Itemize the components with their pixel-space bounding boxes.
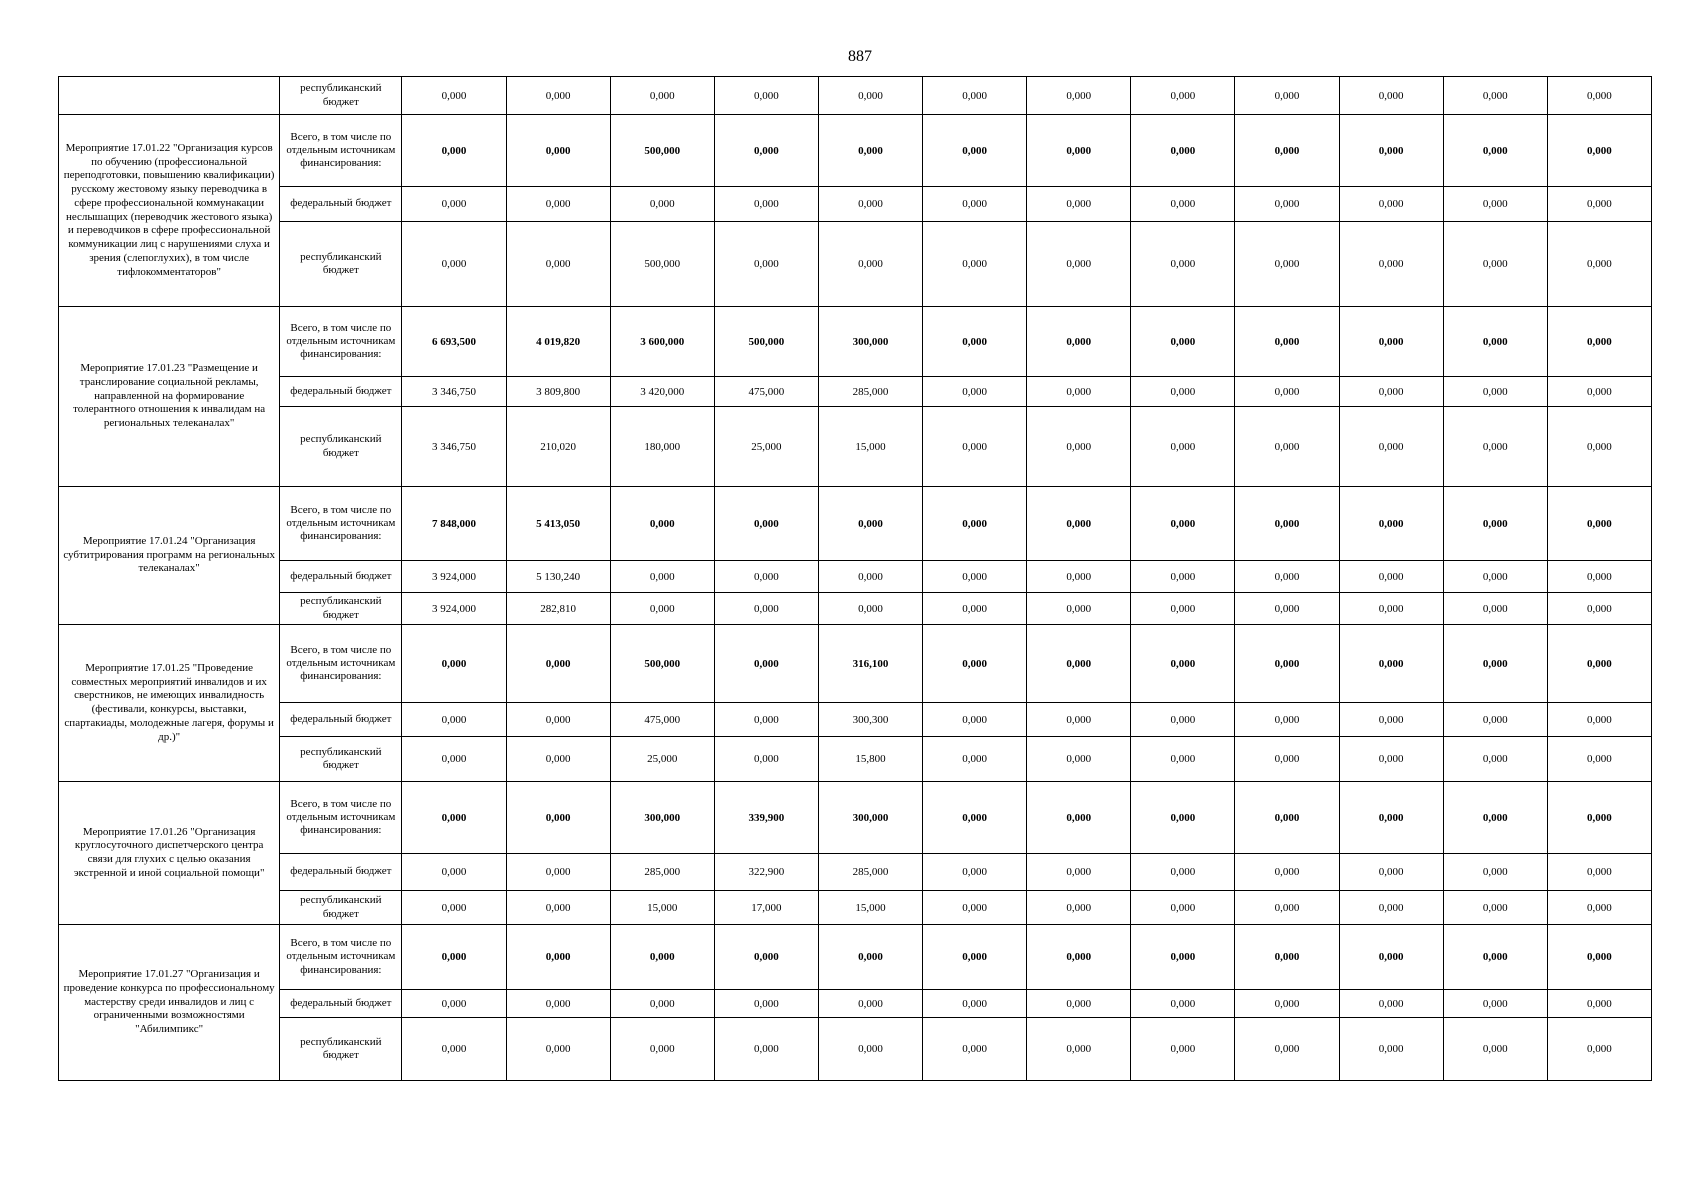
amount-cell: 0,000 (402, 925, 506, 990)
amount-cell: 3 420,000 (610, 377, 714, 407)
amount-cell: 0,000 (923, 407, 1027, 487)
amount-cell: 0,000 (1027, 77, 1131, 115)
amount-cell: 15,000 (610, 891, 714, 925)
amount-cell: 0,000 (1131, 703, 1235, 737)
table-row (59, 187, 1652, 222)
table-row (59, 77, 1652, 115)
amount-cell: 0,000 (1443, 703, 1547, 737)
amount-cell: 0,000 (923, 593, 1027, 625)
funding-source-cell: республиканский бюджет (280, 593, 402, 625)
amount-cell: 0,000 (1131, 222, 1235, 307)
amount-cell: 0,000 (1131, 1018, 1235, 1081)
amount-cell: 0,000 (1235, 115, 1339, 187)
funding-source-cell: Всего, в том числе по отдельным источникам финансирования: (280, 782, 402, 854)
amount-cell: 0,000 (402, 115, 506, 187)
amount-cell: 17,000 (714, 891, 818, 925)
amount-cell: 0,000 (1027, 1018, 1131, 1081)
amount-cell: 0,000 (402, 782, 506, 854)
amount-cell: 0,000 (506, 854, 610, 891)
amount-cell: 0,000 (506, 737, 610, 782)
amount-cell: 0,000 (818, 561, 922, 593)
amount-cell: 0,000 (1235, 222, 1339, 307)
amount-cell: 300,000 (818, 782, 922, 854)
amount-cell: 500,000 (714, 307, 818, 377)
amount-cell: 25,000 (610, 737, 714, 782)
amount-cell: 0,000 (1235, 187, 1339, 222)
amount-cell: 0,000 (1131, 307, 1235, 377)
amount-cell: 0,000 (923, 222, 1027, 307)
amount-cell: 0,000 (402, 737, 506, 782)
amount-cell: 339,900 (714, 782, 818, 854)
measure-name-cell: Мероприятие 17.01.23 "Размещение и транслирование социальной рекламы, направленной на формирование толерантного отношения к инвалидам на региональных телеканалах" (59, 307, 280, 487)
table-row (59, 737, 1652, 782)
amount-cell: 6 693,500 (402, 307, 506, 377)
amount-cell: 0,000 (818, 925, 922, 990)
amount-cell: 0,000 (818, 222, 922, 307)
amount-cell: 0,000 (1443, 925, 1547, 990)
amount-cell: 0,000 (714, 77, 818, 115)
amount-cell: 0,000 (923, 115, 1027, 187)
amount-cell: 0,000 (1547, 187, 1651, 222)
amount-cell: 0,000 (506, 115, 610, 187)
amount-cell: 300,300 (818, 703, 922, 737)
amount-cell: 0,000 (1235, 703, 1339, 737)
amount-cell: 0,000 (1235, 1018, 1339, 1081)
table-row (59, 990, 1652, 1018)
amount-cell: 0,000 (1547, 891, 1651, 925)
amount-cell: 0,000 (714, 925, 818, 990)
table-row (59, 891, 1652, 925)
amount-cell: 0,000 (1027, 115, 1131, 187)
amount-cell: 0,000 (1235, 561, 1339, 593)
amount-cell: 0,000 (1339, 377, 1443, 407)
amount-cell: 0,000 (1443, 561, 1547, 593)
amount-cell: 0,000 (402, 625, 506, 703)
amount-cell: 0,000 (1547, 593, 1651, 625)
amount-cell: 0,000 (610, 593, 714, 625)
measure-name-cell: Мероприятие 17.01.24 "Организация субтитрирования программ на региональных телеканалах" (59, 487, 280, 625)
amount-cell: 300,000 (818, 307, 922, 377)
funding-source-cell: Всего, в том числе по отдельным источникам финансирования: (280, 625, 402, 703)
amount-cell: 0,000 (714, 222, 818, 307)
amount-cell: 0,000 (1547, 377, 1651, 407)
amount-cell: 0,000 (1443, 593, 1547, 625)
amount-cell: 15,000 (818, 891, 922, 925)
amount-cell: 0,000 (1235, 891, 1339, 925)
amount-cell: 0,000 (1235, 990, 1339, 1018)
amount-cell: 180,000 (610, 407, 714, 487)
amount-cell: 0,000 (1339, 782, 1443, 854)
amount-cell: 0,000 (506, 925, 610, 990)
amount-cell: 0,000 (1235, 487, 1339, 561)
amount-cell: 0,000 (1131, 854, 1235, 891)
amount-cell: 3 809,800 (506, 377, 610, 407)
table-row (59, 1018, 1652, 1081)
amount-cell: 0,000 (1235, 593, 1339, 625)
amount-cell: 0,000 (402, 77, 506, 115)
table-row (59, 307, 1652, 377)
amount-cell: 0,000 (1235, 77, 1339, 115)
amount-cell: 0,000 (506, 782, 610, 854)
amount-cell: 0,000 (1131, 990, 1235, 1018)
amount-cell: 0,000 (1131, 593, 1235, 625)
table-row (59, 625, 1652, 703)
amount-cell: 0,000 (923, 187, 1027, 222)
amount-cell: 0,000 (1339, 187, 1443, 222)
amount-cell: 0,000 (1027, 377, 1131, 407)
funding-source-cell: Всего, в том числе по отдельным источникам финансирования: (280, 115, 402, 187)
amount-cell: 0,000 (1131, 77, 1235, 115)
amount-cell: 500,000 (610, 625, 714, 703)
amount-cell: 4 019,820 (506, 307, 610, 377)
amount-cell: 0,000 (1339, 1018, 1443, 1081)
funding-source-cell: федеральный бюджет (280, 854, 402, 891)
amount-cell: 0,000 (923, 703, 1027, 737)
amount-cell: 0,000 (1027, 925, 1131, 990)
amount-cell: 0,000 (818, 1018, 922, 1081)
funding-source-cell: федеральный бюджет (280, 187, 402, 222)
amount-cell: 0,000 (714, 625, 818, 703)
amount-cell: 0,000 (1027, 407, 1131, 487)
amount-cell: 0,000 (1027, 703, 1131, 737)
amount-cell: 0,000 (714, 737, 818, 782)
amount-cell: 475,000 (610, 703, 714, 737)
measure-name-cell: Мероприятие 17.01.26 "Организация круглосуточного диспетчерского центра связи для глухих с целью оказания экстренной и иной социальной помощи" (59, 782, 280, 925)
amount-cell: 0,000 (1339, 990, 1443, 1018)
amount-cell: 0,000 (610, 1018, 714, 1081)
amount-cell: 0,000 (714, 561, 818, 593)
funding-source-cell: республиканский бюджет (280, 1018, 402, 1081)
table-row (59, 854, 1652, 891)
amount-cell: 5 130,240 (506, 561, 610, 593)
amount-cell: 0,000 (506, 77, 610, 115)
amount-cell: 0,000 (1339, 737, 1443, 782)
funding-source-cell: республиканский бюджет (280, 222, 402, 307)
amount-cell: 0,000 (714, 1018, 818, 1081)
amount-cell: 0,000 (923, 854, 1027, 891)
amount-cell: 300,000 (610, 782, 714, 854)
amount-cell: 0,000 (1339, 222, 1443, 307)
amount-cell: 0,000 (1027, 891, 1131, 925)
amount-cell: 285,000 (610, 854, 714, 891)
amount-cell: 0,000 (714, 487, 818, 561)
amount-cell: 0,000 (1443, 782, 1547, 854)
amount-cell: 0,000 (714, 187, 818, 222)
funding-source-cell: федеральный бюджет (280, 377, 402, 407)
measure-name-cell: Мероприятие 17.01.25 "Проведение совместных мероприятий инвалидов и их сверстников, не имеющих инвалидность (фестивали, конкурсы, выставки, спартакиады, молодежные лагеря, форумы и др.)" (59, 625, 280, 782)
amount-cell: 0,000 (1547, 222, 1651, 307)
amount-cell: 0,000 (1339, 307, 1443, 377)
amount-cell: 0,000 (1339, 925, 1443, 990)
amount-cell: 0,000 (1443, 187, 1547, 222)
amount-cell: 0,000 (714, 115, 818, 187)
table-row (59, 377, 1652, 407)
table-row (59, 561, 1652, 593)
amount-cell: 0,000 (714, 593, 818, 625)
amount-cell: 0,000 (1443, 377, 1547, 407)
funding-source-cell: федеральный бюджет (280, 703, 402, 737)
amount-cell: 0,000 (402, 222, 506, 307)
amount-cell: 0,000 (818, 593, 922, 625)
amount-cell: 285,000 (818, 854, 922, 891)
amount-cell: 0,000 (1339, 77, 1443, 115)
amount-cell: 0,000 (1235, 407, 1339, 487)
amount-cell: 0,000 (506, 222, 610, 307)
amount-cell: 500,000 (610, 115, 714, 187)
amount-cell: 0,000 (1443, 1018, 1547, 1081)
amount-cell: 0,000 (506, 703, 610, 737)
amount-cell: 0,000 (1235, 737, 1339, 782)
amount-cell: 0,000 (1027, 222, 1131, 307)
amount-cell: 3 600,000 (610, 307, 714, 377)
amount-cell: 0,000 (1131, 782, 1235, 854)
amount-cell: 0,000 (610, 561, 714, 593)
amount-cell: 0,000 (1235, 377, 1339, 407)
amount-cell: 0,000 (1443, 307, 1547, 377)
amount-cell: 0,000 (923, 487, 1027, 561)
amount-cell: 0,000 (1131, 377, 1235, 407)
amount-cell: 0,000 (923, 782, 1027, 854)
amount-cell: 0,000 (818, 487, 922, 561)
amount-cell: 0,000 (818, 115, 922, 187)
amount-cell: 0,000 (1339, 593, 1443, 625)
amount-cell: 500,000 (610, 222, 714, 307)
amount-cell: 0,000 (402, 990, 506, 1018)
table-row (59, 115, 1652, 187)
budget-table (58, 76, 1652, 1081)
amount-cell: 0,000 (402, 703, 506, 737)
funding-source-cell: федеральный бюджет (280, 990, 402, 1018)
funding-source-cell: республиканский бюджет (280, 77, 402, 115)
amount-cell: 0,000 (610, 187, 714, 222)
amount-cell: 0,000 (1443, 115, 1547, 187)
amount-cell: 0,000 (1131, 925, 1235, 990)
amount-cell: 0,000 (610, 77, 714, 115)
amount-cell: 0,000 (714, 703, 818, 737)
amount-cell: 0,000 (1443, 407, 1547, 487)
measure-name-cell: Мероприятие 17.01.22 "Организация курсов по обучению (профессиональной переподготовки, повышению квалификации) русскому жестовому языку переводчика в сфере профессиональной коммунакации неслышащих (переводчик жестового языка) и переводчиков в сфере профессиональной коммуникации лиц с нарушениями слуха и зрения (слепоглухих), в том числе тифлокомментаторов" (59, 115, 280, 307)
amount-cell: 0,000 (1339, 487, 1443, 561)
amount-cell: 0,000 (1131, 115, 1235, 187)
amount-cell: 285,000 (818, 377, 922, 407)
amount-cell: 0,000 (1131, 187, 1235, 222)
amount-cell: 0,000 (1027, 854, 1131, 891)
amount-cell: 0,000 (1131, 737, 1235, 782)
amount-cell: 0,000 (923, 625, 1027, 703)
table-row (59, 222, 1652, 307)
amount-cell: 0,000 (1547, 115, 1651, 187)
amount-cell: 0,000 (1235, 625, 1339, 703)
table-row (59, 703, 1652, 737)
amount-cell: 0,000 (1027, 625, 1131, 703)
amount-cell: 0,000 (1547, 925, 1651, 990)
funding-source-cell: федеральный бюджет (280, 561, 402, 593)
amount-cell: 322,900 (714, 854, 818, 891)
amount-cell: 15,800 (818, 737, 922, 782)
funding-source-cell: республиканский бюджет (280, 407, 402, 487)
amount-cell: 0,000 (1547, 854, 1651, 891)
amount-cell: 0,000 (1027, 990, 1131, 1018)
amount-cell: 0,000 (402, 1018, 506, 1081)
amount-cell: 0,000 (1547, 1018, 1651, 1081)
amount-cell: 0,000 (1027, 593, 1131, 625)
table-row (59, 407, 1652, 487)
amount-cell: 0,000 (1131, 625, 1235, 703)
amount-cell: 282,810 (506, 593, 610, 625)
amount-cell: 0,000 (1235, 782, 1339, 854)
table-row (59, 782, 1652, 854)
amount-cell: 0,000 (1547, 782, 1651, 854)
amount-cell: 0,000 (1443, 737, 1547, 782)
amount-cell: 0,000 (1235, 925, 1339, 990)
amount-cell: 0,000 (506, 187, 610, 222)
amount-cell: 0,000 (1339, 891, 1443, 925)
amount-cell: 3 346,750 (402, 377, 506, 407)
amount-cell: 0,000 (1027, 737, 1131, 782)
amount-cell: 0,000 (1235, 854, 1339, 891)
amount-cell: 210,020 (506, 407, 610, 487)
amount-cell: 0,000 (1027, 782, 1131, 854)
amount-cell: 0,000 (818, 187, 922, 222)
amount-cell: 0,000 (923, 561, 1027, 593)
amount-cell: 3 346,750 (402, 407, 506, 487)
amount-cell: 0,000 (610, 990, 714, 1018)
amount-cell: 0,000 (714, 990, 818, 1018)
amount-cell: 0,000 (818, 990, 922, 1018)
amount-cell: 0,000 (818, 77, 922, 115)
amount-cell: 0,000 (506, 891, 610, 925)
amount-cell: 0,000 (923, 990, 1027, 1018)
amount-cell: 0,000 (1547, 407, 1651, 487)
amount-cell: 7 848,000 (402, 487, 506, 561)
amount-cell: 0,000 (1443, 222, 1547, 307)
amount-cell: 0,000 (1339, 703, 1443, 737)
amount-cell: 0,000 (923, 925, 1027, 990)
amount-cell: 0,000 (1131, 891, 1235, 925)
amount-cell: 0,000 (923, 307, 1027, 377)
table-row (59, 487, 1652, 561)
amount-cell: 0,000 (1027, 307, 1131, 377)
amount-cell: 0,000 (402, 187, 506, 222)
amount-cell: 0,000 (506, 625, 610, 703)
amount-cell: 0,000 (1339, 625, 1443, 703)
amount-cell: 0,000 (1443, 891, 1547, 925)
amount-cell: 0,000 (1339, 854, 1443, 891)
amount-cell: 0,000 (506, 990, 610, 1018)
amount-cell: 0,000 (1027, 561, 1131, 593)
table-row (59, 925, 1652, 990)
funding-source-cell: Всего, в том числе по отдельным источникам финансирования: (280, 925, 402, 990)
amount-cell: 0,000 (1339, 115, 1443, 187)
amount-cell: 0,000 (1547, 307, 1651, 377)
amount-cell: 0,000 (923, 77, 1027, 115)
amount-cell: 0,000 (1443, 77, 1547, 115)
amount-cell: 0,000 (402, 854, 506, 891)
amount-cell: 0,000 (1443, 854, 1547, 891)
amount-cell: 3 924,000 (402, 561, 506, 593)
amount-cell: 0,000 (1547, 487, 1651, 561)
amount-cell: 0,000 (506, 1018, 610, 1081)
measure-name-cell (59, 77, 280, 115)
funding-source-cell: Всего, в том числе по отдельным источникам финансирования: (280, 487, 402, 561)
amount-cell: 0,000 (610, 487, 714, 561)
funding-source-cell: республиканский бюджет (280, 891, 402, 925)
amount-cell: 0,000 (923, 737, 1027, 782)
table-row (59, 593, 1652, 625)
amount-cell: 0,000 (1131, 487, 1235, 561)
amount-cell: 3 924,000 (402, 593, 506, 625)
amount-cell: 0,000 (923, 891, 1027, 925)
amount-cell: 0,000 (1547, 625, 1651, 703)
amount-cell: 0,000 (1443, 625, 1547, 703)
amount-cell: 0,000 (1027, 487, 1131, 561)
amount-cell: 25,000 (714, 407, 818, 487)
amount-cell: 0,000 (1339, 407, 1443, 487)
amount-cell: 0,000 (1131, 561, 1235, 593)
amount-cell: 0,000 (1339, 561, 1443, 593)
amount-cell: 0,000 (1027, 187, 1131, 222)
amount-cell: 316,100 (818, 625, 922, 703)
amount-cell: 0,000 (923, 377, 1027, 407)
amount-cell: 0,000 (923, 1018, 1027, 1081)
amount-cell: 475,000 (714, 377, 818, 407)
amount-cell: 5 413,050 (506, 487, 610, 561)
amount-cell: 0,000 (402, 891, 506, 925)
amount-cell: 0,000 (1131, 407, 1235, 487)
page-number: 887 (848, 48, 872, 65)
funding-source-cell: республиканский бюджет (280, 737, 402, 782)
amount-cell: 0,000 (1547, 561, 1651, 593)
amount-cell: 0,000 (1547, 77, 1651, 115)
amount-cell: 0,000 (1547, 703, 1651, 737)
funding-source-cell: Всего, в том числе по отдельным источникам финансирования: (280, 307, 402, 377)
amount-cell: 0,000 (1443, 487, 1547, 561)
amount-cell: 15,000 (818, 407, 922, 487)
measure-name-cell: Мероприятие 17.01.27 "Организация и проведение конкурса по профессиональному мастерству среди инвалидов и лиц с ограниченными возможностями "Абилимпикс" (59, 925, 280, 1081)
amount-cell: 0,000 (1547, 990, 1651, 1018)
amount-cell: 0,000 (1443, 990, 1547, 1018)
amount-cell: 0,000 (1547, 737, 1651, 782)
amount-cell: 0,000 (1235, 307, 1339, 377)
amount-cell: 0,000 (610, 925, 714, 990)
